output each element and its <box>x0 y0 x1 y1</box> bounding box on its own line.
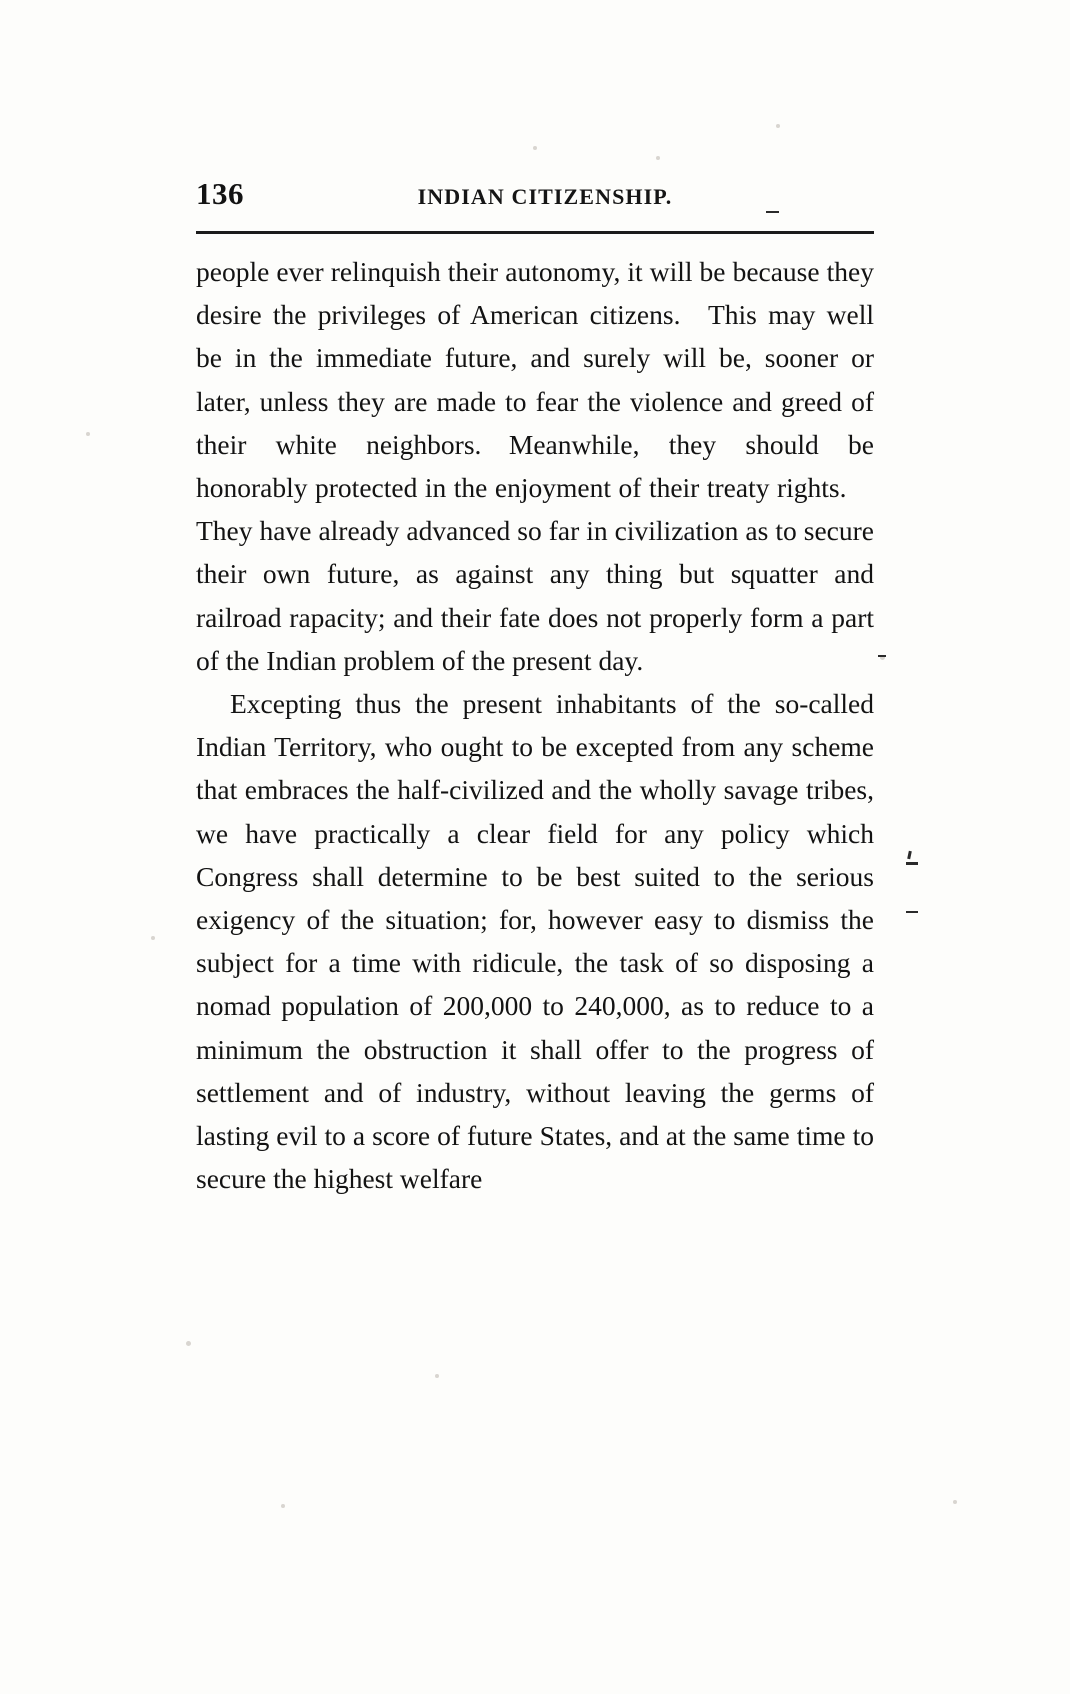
scan-speck <box>151 936 155 940</box>
scan-speck <box>86 432 90 436</box>
paragraph: people ever relinquish their autonomy, it will be because they desire the privileges of American citizens. This may well be in the immediate future, and surely will be, sooner or later, unless they are made to fear the violence and greed of their white neighbors. Meanwhile, they should be honorably protected in the enjoyment of their treaty rights. They have already advanced so far in civilization as to secure their own future, as against any thing but squatter and railroad rapacity; and their fate does not properly form a part of the Indian problem of the present day. <box>196 256 874 676</box>
page-body <box>196 250 874 1200</box>
header-rule <box>196 231 874 234</box>
paragraph: Excepting thus the present inhabitants of the so-called Indian Territory, who ought to be excepted from any scheme that embraces the half-civilized and the wholly savage tribes, we have practically a clear field for any policy which Congress shall determine to be best suited to the serious exigency of the situation; for, however easy to dismiss the subject for a time with ridicule, the task of so disposing a nomad population of 200,000 to 240,000, as to reduce to a minimum the obstruction it shall offer to the progress of settlement and of industry, without leaving the germs of lasting evil to a score of future States, and at the same time to secure the highest welfare <box>196 688 874 1195</box>
margin-tick <box>906 911 918 913</box>
scan-speck <box>435 1374 439 1378</box>
scan-speck <box>953 1500 957 1504</box>
scan-speck <box>186 1341 191 1346</box>
scan-speck <box>281 1504 285 1508</box>
page-number: 136 <box>196 176 244 211</box>
running-head: INDIAN CITIZENSHIP. <box>417 184 673 209</box>
page-header <box>196 176 872 218</box>
margin-tick <box>878 655 886 657</box>
margin-tick <box>906 862 918 865</box>
scan-speck <box>776 124 780 128</box>
scan-speck <box>533 146 537 150</box>
margin-tick <box>907 851 912 859</box>
scan-speck <box>656 156 660 160</box>
